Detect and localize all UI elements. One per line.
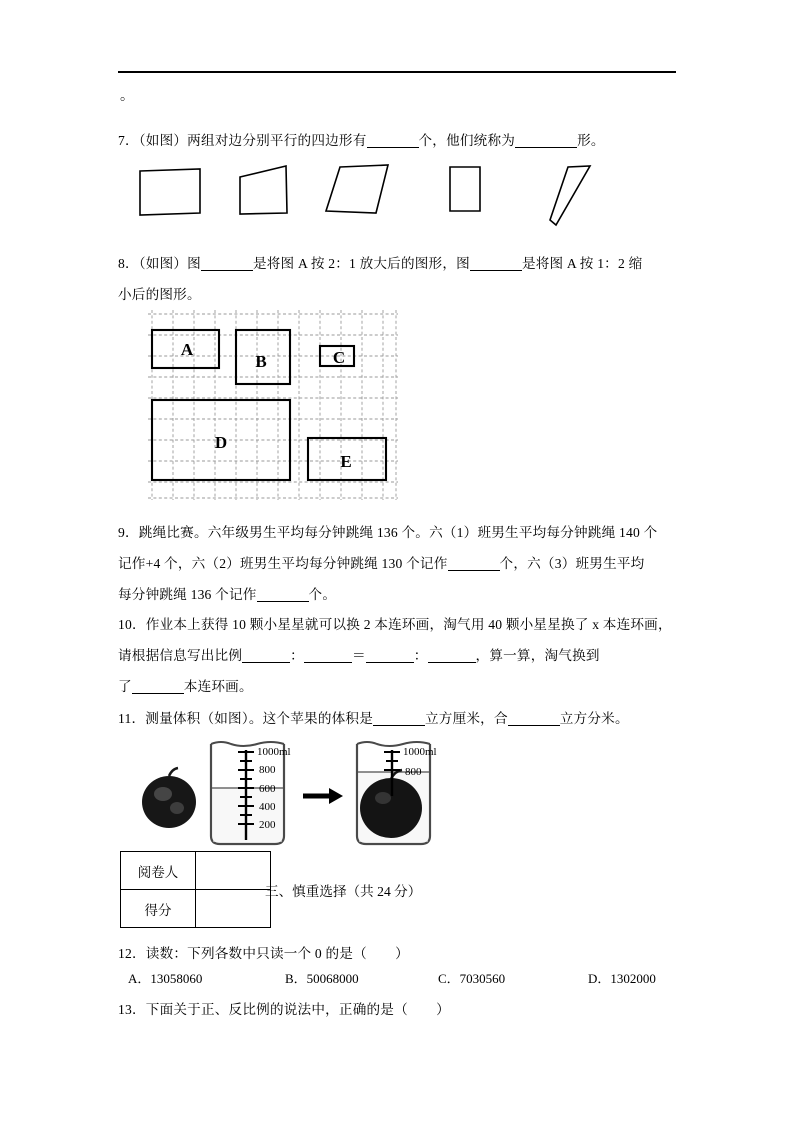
question-9-blank-1[interactable] (448, 570, 500, 571)
grid-label-a: A (180, 340, 194, 359)
question-8-text-d: 小后的图形。 (118, 287, 201, 302)
question-13-number: 13． (118, 1002, 146, 1017)
question-13-text-b: ） (436, 1002, 450, 1017)
quadrilateral-1 (140, 169, 200, 215)
table-row (121, 890, 271, 928)
option-b-value: 50068000 (306, 971, 359, 986)
beaker-before-label-800: 800 (259, 764, 276, 776)
option-b-letter: B． (285, 971, 307, 986)
beaker-after (357, 742, 437, 844)
quadrilateral-4 (450, 167, 480, 211)
question-7-blank-1[interactable] (367, 147, 419, 148)
question-10-blank-5[interactable] (132, 693, 184, 694)
question-9-blank-2[interactable] (257, 601, 309, 602)
question-7 (118, 125, 678, 156)
question-7-number: 7． (118, 133, 139, 148)
question-12-number: 12． (118, 946, 146, 961)
question-7-text-b: 个，他们统称为 (418, 133, 516, 148)
quadrilateral-3 (326, 165, 388, 213)
score-table-label-reviewer: 阅卷人 (121, 852, 196, 890)
question-11-blank-1[interactable] (373, 725, 425, 726)
quadrilateral-2 (240, 166, 287, 214)
beaker-before-label-600: 600 (259, 783, 276, 795)
question-10-text-b: 请根据信息写出比例 (118, 648, 243, 663)
question-10-text-a: 作业本上获得 10 颗小星星就可以换 2 本连环画，淘气用 40 颗小星星换了 x 本连环画， (145, 617, 672, 632)
question-9-number: 9． (118, 525, 139, 540)
beaker-before (211, 742, 291, 844)
question-8-blank-1[interactable] (201, 270, 253, 271)
beaker-before-label-400: 400 (259, 801, 276, 813)
header-divider (118, 71, 676, 73)
question-11 (118, 703, 678, 734)
apple-shape (142, 768, 196, 828)
question-7-blank-2[interactable] (515, 147, 577, 148)
question-9-text-d: 每分钟跳绳 136 个记作 (118, 587, 257, 602)
question-11-text-a: 测量体积（如图）。这个苹果的体积是 (145, 711, 373, 726)
question-10-number: 10． (118, 617, 146, 632)
question-10-blank-3[interactable] (366, 662, 414, 663)
question-10-sep-3: ： (413, 648, 428, 663)
grid-label-e: E (340, 452, 352, 471)
table-row (121, 852, 271, 890)
question-12 (118, 938, 678, 969)
question-11-text-c: 立方分米。 (559, 711, 629, 726)
question-10-blank-1[interactable] (242, 662, 290, 663)
option-b[interactable] (285, 968, 359, 987)
question-10-sep-1: ： (290, 648, 304, 663)
question-13-text-a: 下面关于正、反比例的说法中，正确的是（ (145, 1002, 408, 1017)
option-c[interactable] (438, 968, 505, 987)
question-9-text-a: 跳绳比赛。六年级男生平均每分钟跳绳 136 个。六（1）班男生平均每分钟跳绳 140 个 (138, 525, 658, 540)
question-10-text-c: ，算一算，淘气换到 (475, 648, 600, 663)
beaker-apple-svg (133, 736, 463, 851)
question-11-blank-2[interactable] (508, 725, 560, 726)
score-table-value-score[interactable] (196, 890, 271, 928)
question-10 (118, 609, 678, 702)
beaker-apple-figure (133, 736, 463, 851)
question-8-blank-2[interactable] (470, 270, 522, 271)
question-10-text-e: 本连环画。 (183, 679, 253, 694)
option-a-letter: A． (128, 971, 151, 986)
question-11-number: 11． (118, 711, 146, 726)
question-10-sep-2: ＝ (351, 648, 366, 663)
beaker-after-label-800: 800 (405, 766, 422, 778)
question-13 (118, 994, 678, 1025)
option-c-letter: C． (438, 971, 460, 986)
option-d[interactable] (588, 968, 656, 987)
quadrilateral-5 (550, 166, 590, 225)
question-8-text-c: 是将图 A 按 1：2 缩 (521, 256, 643, 271)
option-a[interactable] (128, 968, 202, 987)
grid-label-b: B (255, 352, 267, 371)
question-9-text-c: 个，六（3）班男生平均 (499, 556, 645, 571)
question-9 (118, 517, 678, 610)
option-d-letter: D． (588, 971, 611, 986)
section-heading: 三、慎重选择（共 24 分） (265, 884, 422, 899)
question-7-text-a: （如图）两组对边分别平行的四边形有 (138, 133, 367, 148)
option-c-value: 7030560 (459, 971, 506, 986)
question-8-text-b: 是将图 A 按 2：1 放大后的图形，图 (252, 256, 470, 271)
question-8-number: 8． (118, 256, 139, 271)
question-11-text-b: 立方厘米，合 (425, 711, 508, 726)
beaker-before-label-1000: 1000ml (257, 746, 291, 758)
grid-rectangles-figure (148, 310, 398, 500)
question-8 (118, 248, 678, 310)
question-12-text-b: ） (395, 946, 409, 961)
question-10-text-d: 了 (118, 679, 132, 694)
beaker-after-label-1000: 1000ml (403, 746, 437, 758)
stray-period: 。 (120, 89, 134, 104)
question-9-text-b: 记作+4 个，六（2）班男生平均每分钟跳绳 130 个记作 (118, 556, 448, 571)
question-9-text-e: 个。 (308, 587, 337, 602)
option-d-value: 1302000 (610, 971, 656, 986)
arrow-right-icon (303, 788, 343, 804)
grid-label-c: C (332, 348, 346, 367)
grid-label-d: D (214, 433, 228, 452)
question-10-blank-2[interactable] (304, 662, 352, 663)
grid-rectangles-svg (148, 310, 398, 500)
score-table-label-score: 得分 (121, 890, 196, 928)
score-table-value-reviewer[interactable] (196, 852, 271, 890)
question-7-text-c: 形。 (577, 133, 605, 148)
five-quadrilaterals-figure (130, 155, 610, 235)
score-table (120, 851, 271, 928)
beaker-before-label-200: 200 (259, 819, 276, 831)
option-a-value: 13058060 (150, 971, 203, 986)
question-8-text-a: （如图）图 (138, 256, 201, 271)
quadrilaterals-svg (130, 155, 610, 235)
question-10-blank-4[interactable] (428, 662, 476, 663)
question-12-options (118, 968, 688, 988)
question-12-text-a: 读数：下列各数中只读一个 0 的是（ (145, 946, 367, 961)
